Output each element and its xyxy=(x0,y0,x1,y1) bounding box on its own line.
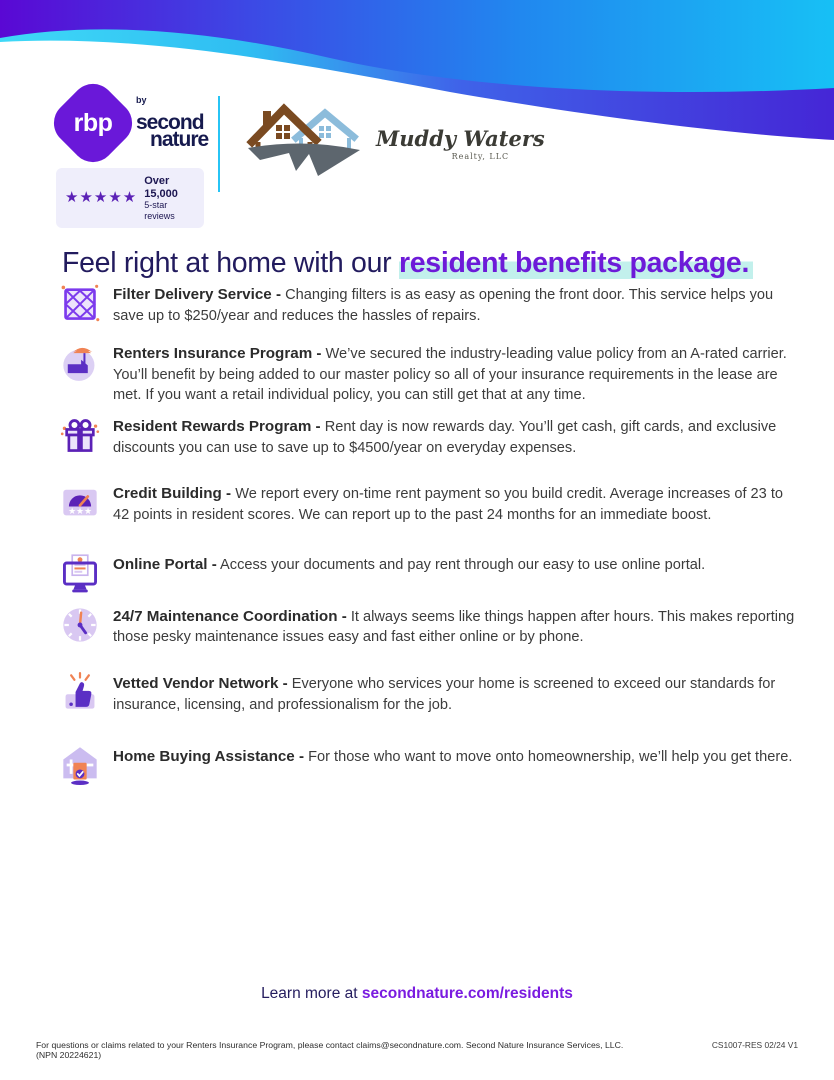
legal-fine-print: For questions or claims related to your Renters Insurance Program, please contact claims@secondnature.com. Second Nature Insurance Services, LLC. (NPN 20224621) xyxy=(36,1040,624,1060)
gift-rewards-icon xyxy=(60,415,100,455)
document-code: CS1007-RES 02/24 V1 xyxy=(711,1040,798,1050)
benefit-maintenance-coordination xyxy=(60,605,800,648)
clock-icon xyxy=(60,605,100,645)
credit-gauge-icon xyxy=(60,482,100,522)
benefit-title: Renters Insurance Program - xyxy=(113,345,322,363)
page-title xyxy=(62,247,802,280)
benefit-renters-insurance xyxy=(60,342,800,405)
benefit-description: For those who want to move onto homeownership, we’ll help you get there. xyxy=(308,748,793,765)
brand-word-nature: nature xyxy=(150,128,209,151)
benefit-filter-delivery xyxy=(60,283,800,326)
five-star-icon: ★★★★★ xyxy=(65,189,138,207)
benefit-description: Rent day is now rewards day. You’ll get cash, gift cards, and exclusive discounts you can use to save up to $4500/year on everyday expenses. xyxy=(113,419,777,457)
headline-prefix: Feel right at home with our xyxy=(62,247,399,280)
rbp-second-nature-logo xyxy=(56,86,209,228)
thumbs-up-icon xyxy=(60,672,100,712)
benefit-title: Vetted Vendor Network - xyxy=(113,674,288,692)
learn-more-line xyxy=(0,985,834,1003)
umbrella-insurance-icon xyxy=(60,342,100,382)
learn-more-link[interactable]: secondnature.com/residents xyxy=(361,985,573,1002)
brand-word-second: second xyxy=(136,111,204,134)
benefit-online-portal xyxy=(60,553,800,593)
benefits-list xyxy=(60,283,800,785)
partner-logo xyxy=(246,98,545,182)
benefit-title: Resident Rewards Program - xyxy=(113,418,321,436)
benefit-credit-building xyxy=(60,482,800,525)
filter-icon xyxy=(60,283,100,323)
benefit-description: Access your documents and pay rent through our easy to use online portal. xyxy=(220,556,706,573)
logo-divider xyxy=(218,96,220,192)
learn-more-prefix: Learn more at xyxy=(261,985,362,1002)
benefit-description: We’ve secured the industry-leading value policy from an A-rated carrier. You’ll benefit by being added to our master policy so all of your insurance requirements in the lease are met. If you want a retail individual policy, you can still get that at any time. xyxy=(113,346,787,404)
benefit-title: 24/7 Maintenance Coordination - xyxy=(113,607,347,625)
partner-name: Muddy Waters xyxy=(376,125,545,151)
reviews-count: Over 15,000 xyxy=(144,175,178,200)
benefit-title: Credit Building - xyxy=(113,485,232,503)
partner-subtitle: Realty, LLC xyxy=(451,151,510,161)
byline-by: by xyxy=(136,95,147,105)
svg-text:★★★: ★★★ xyxy=(68,506,92,517)
benefit-description: We report every on-time rent payment so you build credit. Average increases of 23 to 42 points in resident scores. We can report up to the past 24 months for an immediate boost. xyxy=(113,486,784,524)
rbp-logo-text: rbp xyxy=(73,108,113,137)
benefit-vetted-vendor xyxy=(60,672,800,715)
benefit-description: It always seems like things happen after hours. This makes reporting those pesky maintenance issues easy and fast either online or by phone. xyxy=(113,608,795,646)
reviews-badge xyxy=(56,168,204,228)
benefit-title: Home Buying Assistance - xyxy=(113,747,305,765)
reviews-label: 5-star reviews xyxy=(144,200,175,221)
benefit-description: Changing filters is as easy as opening the front door. This service helps you save up to $250/year and reduces the hassles of repairs. xyxy=(113,287,774,324)
second-nature-wordmark xyxy=(136,96,208,150)
benefit-title: Filter Delivery Service - xyxy=(113,286,281,303)
benefit-home-buying xyxy=(60,745,800,785)
online-portal-icon xyxy=(60,553,100,593)
rbp-logo-mark xyxy=(56,86,130,160)
benefit-resident-rewards xyxy=(60,415,800,458)
benefit-title: Online Portal - xyxy=(113,555,217,573)
home-check-icon xyxy=(60,745,100,785)
benefit-description: Everyone who services your home is screened to exceed our standards for insurance, licensing, and professionalism for the job. xyxy=(113,675,776,713)
headline-highlight: resident benefits package. xyxy=(399,247,753,279)
houses-icon xyxy=(246,98,366,182)
